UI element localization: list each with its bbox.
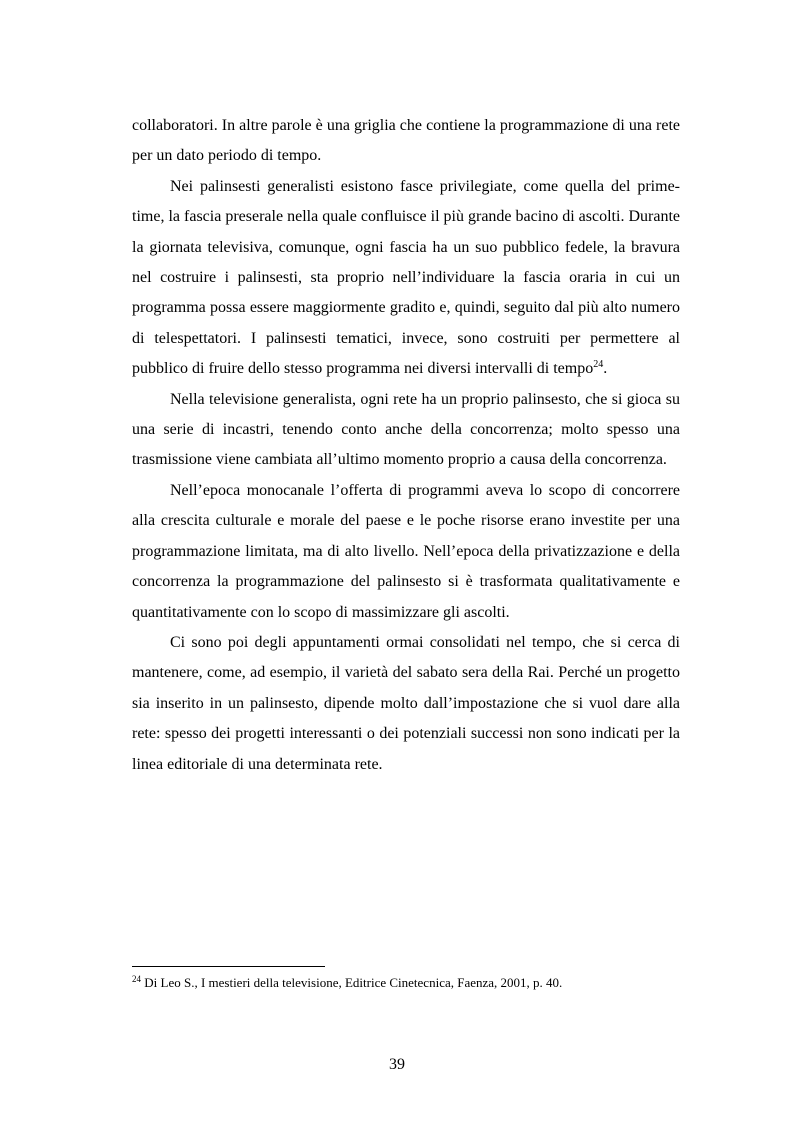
paragraph-epoca-monocanale: Nell’epoca monocanale l’offerta di programmi aveva lo scopo di concorrere alla crescita culturale e morale del paese e le poche risorse erano investite per una programmazione limitata, ma di alto livello. Nell’epoca della privatizzazione e della concorrenza la programmazione del palinsesto si è trasformata qualitativamente e quantitativamente con lo scopo di massimizzare gli ascolti.	[132, 481, 680, 621]
body-text	[132, 111, 680, 780]
paragraph-palinsesti-generalisti: Nei palinsesti generalisti esistono fasce privilegiate, come quella del prime-time, la fascia preserale nella quale confluisce il più grande bacino di ascolti. Durante la giornata televisiva, comunque, ogni fascia ha un suo pubblico fedele, la bravura nel costruire i palinsesti, sta proprio nell’individuare la fascia oraria in cui un programma possa essere maggiormente gradito e, quindi, seguito dal più alto numero di telespettatori. I palinsesti tematici, invece, sono costruiti per permettere al pubblico di fruire dello stesso programma nei diversi intervalli di tempo$^{24}$.	[132, 177, 680, 378]
footnote-separator	[132, 966, 325, 967]
footnote	[132, 974, 692, 992]
footnote-number: 24	[132, 974, 141, 984]
paragraph-televisione-generalista: Nella televisione generalista, ogni rete ha un proprio palinsesto, che si gioca su una serie di incastri, tenendo conto anche della concorrenza; molto spesso una trasmissione viene cambiata all’ultimo momento proprio a causa della concorrenza.	[132, 390, 680, 469]
footnote-text: Di Leo S., I mestieri della televisione, Editrice Cinetecnica, Faenza, 2001, p. 40.	[141, 975, 563, 990]
paragraph-appuntamenti: Ci sono poi degli appuntamenti ormai consolidati nel tempo, che si cerca di mantenere, come, ad esempio, il varietà del sabato sera della Rai. Perché un progetto sia inserito in un palinsesto, dipende molto dall’impostazione che si vuol dare alla rete: spesso dei progetti interessanti o dei potenziali successi non sono indicati per la linea editoriale di una determinata rete.	[132, 633, 680, 773]
footnote-reference[interactable]: 24	[593, 359, 604, 371]
paragraph-continuation: collaboratori. In altre parole è una griglia che contiene la programmazione di una rete per un dato periodo di tempo.	[132, 117, 680, 165]
page-number: 39	[389, 1056, 405, 1073]
